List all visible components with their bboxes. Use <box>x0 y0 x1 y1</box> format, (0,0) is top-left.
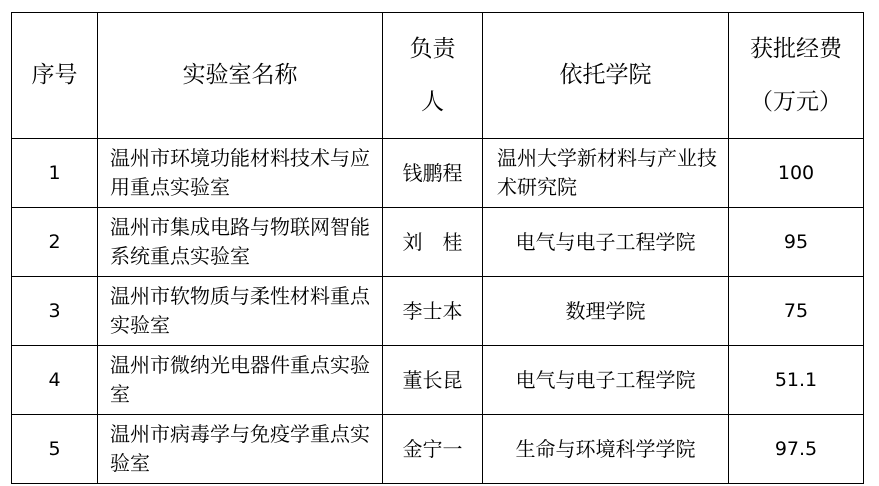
row-head: 刘 桂 <box>383 208 483 277</box>
row-head: 钱鹏程 <box>383 139 483 208</box>
row-fund: 97.5 <box>729 415 864 484</box>
header-head-line2: 人 <box>421 88 444 115</box>
row-no: 3 <box>12 277 98 346</box>
header-head <box>383 13 483 139</box>
table-row <box>12 139 864 208</box>
row-lab-name: 温州市集成电路与物联网智能系统重点实验室 <box>98 208 383 277</box>
header-fund-line1: 获批经费 <box>750 36 842 63</box>
header-college: 依托学院 <box>483 13 729 139</box>
row-head: 李士本 <box>383 277 483 346</box>
table-header-row <box>12 13 864 139</box>
row-lab-name: 温州市环境功能材料技术与应用重点实验室 <box>98 139 383 208</box>
row-lab-name: 温州市病毒学与免疫学重点实验室 <box>98 415 383 484</box>
row-no: 4 <box>12 346 98 415</box>
header-no: 序号 <box>12 13 98 139</box>
row-college: 温州大学新材料与产业技术研究院 <box>483 139 729 208</box>
table-row <box>12 415 864 484</box>
header-fund <box>729 13 864 139</box>
row-fund: 100 <box>729 139 864 208</box>
row-no: 5 <box>12 415 98 484</box>
row-college: 电气与电子工程学院 <box>483 346 729 415</box>
row-head: 金宁一 <box>383 415 483 484</box>
row-fund: 95 <box>729 208 864 277</box>
row-college: 数理学院 <box>483 277 729 346</box>
laboratory-table <box>11 12 864 484</box>
row-lab-name: 温州市微纳光电器件重点实验室 <box>98 346 383 415</box>
row-no: 1 <box>12 139 98 208</box>
row-no: 2 <box>12 208 98 277</box>
table-row <box>12 277 864 346</box>
row-lab-name: 温州市软物质与柔性材料重点实验室 <box>98 277 383 346</box>
table-row <box>12 208 864 277</box>
header-name: 实验室名称 <box>98 13 383 139</box>
table-row <box>12 346 864 415</box>
row-college: 生命与环境科学学院 <box>483 415 729 484</box>
row-college: 电气与电子工程学院 <box>483 208 729 277</box>
row-fund: 51.1 <box>729 346 864 415</box>
row-head: 董长昆 <box>383 346 483 415</box>
row-fund: 75 <box>729 277 864 346</box>
header-fund-line2: （万元） <box>750 88 842 115</box>
header-head-line1: 负责 <box>409 36 456 63</box>
